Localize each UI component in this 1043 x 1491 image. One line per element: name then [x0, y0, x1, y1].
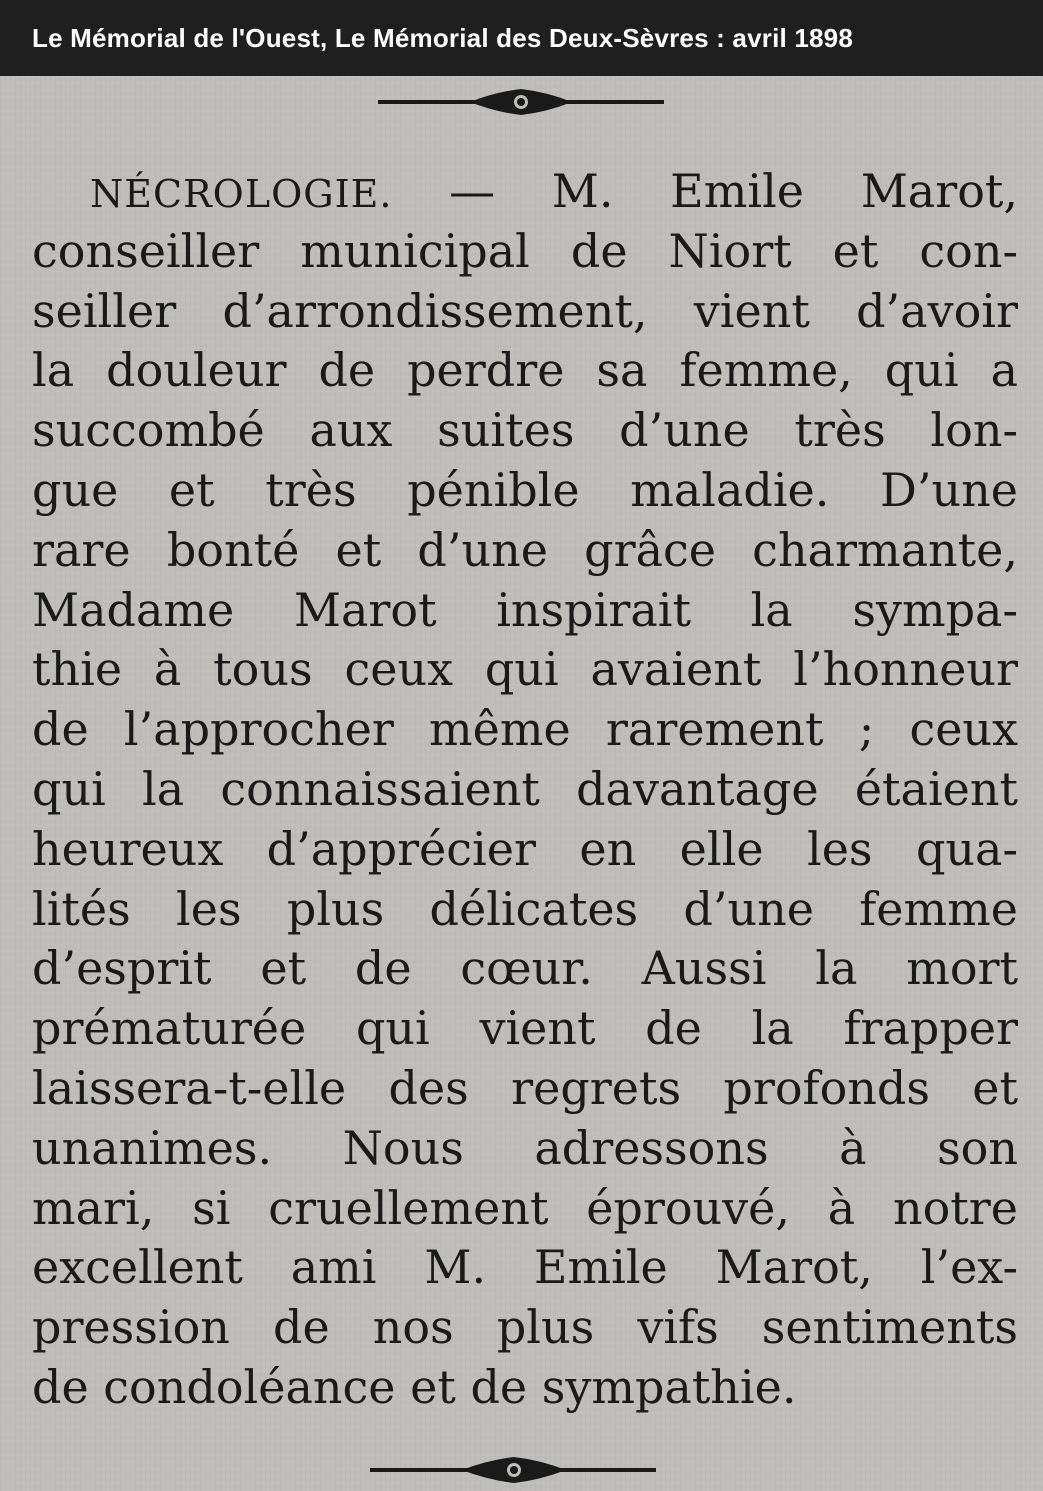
article-line: laissera-t-elle des regrets profonds et	[32, 1060, 1018, 1115]
article-line: Madame Marot inspirait la sympa-	[32, 582, 1018, 637]
article-line: NÉCROLOGIE. — M. Emile Marot,	[90, 164, 1018, 218]
article-line: heureux d’apprécier en elle les qua-	[32, 821, 1018, 876]
article-line: la douleur de perdre sa femme, qui a	[32, 343, 1018, 398]
newspaper-clipping	[0, 76, 1043, 1491]
article-line: pression de nos plus vifs sentiments	[32, 1300, 1018, 1355]
article-line: thie à tous ceux qui avaient l’honneur	[32, 642, 1018, 697]
article-line: gue et très pénible maladie. D’une	[32, 462, 1018, 517]
article-line: de l’approcher même rarement ; ceux	[32, 702, 1018, 757]
top-divider-ornament	[0, 86, 1043, 116]
article-line: prématurée qui vient de la frapper	[32, 1001, 1018, 1056]
article-line: succombé aux suites d’une très lon-	[32, 403, 1018, 458]
article-line: mari, si cruellement éprouvé, à notre	[32, 1180, 1018, 1235]
article-line: unanimes. Nous adressons à son	[32, 1120, 1018, 1175]
article-line: seiller d’arrondissement, vient d’avoir	[32, 283, 1018, 338]
article-line: de condoléance et de sympathie.	[32, 1359, 797, 1414]
image-title: Le Mémorial de l'Ouest, Le Mémorial des Deux-Sèvres : avril 1898	[0, 0, 1043, 76]
article-line: qui la connaissaient davantage étaient	[32, 761, 1018, 816]
article-line: d’esprit et de cœur. Aussi la mort	[32, 941, 1018, 996]
obituary-article	[32, 162, 1018, 1418]
article-heading: NÉCROLOGIE.	[90, 172, 393, 216]
article-line: rare bonté et d’une grâce charmante,	[32, 522, 1018, 577]
article-line: lités les plus délicates d’une femme	[32, 881, 1018, 936]
article-line: excellent ami M. Emile Marot, l’ex-	[32, 1240, 1018, 1295]
article-line: conseiller municipal de Niort et con-	[32, 223, 1018, 278]
bottom-divider-ornament	[0, 1454, 1043, 1484]
